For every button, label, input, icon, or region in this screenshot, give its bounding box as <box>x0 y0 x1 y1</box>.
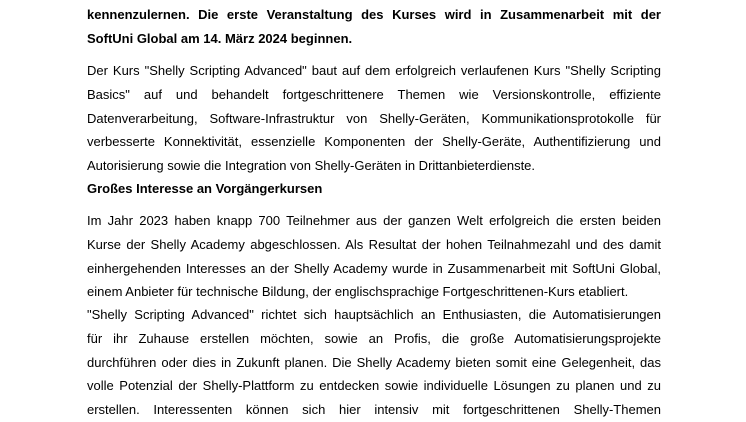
audience-line-3: durchführen oder dies in Zukunft planen. Die Shelly Academy bieten somit eine Gelegenheit, das <box>87 354 661 370</box>
history-line-1: Im Jahr 2023 haben knapp 700 Teilnehmer aus der ganzen Welt erfolgreich die ersten beiden <box>87 213 661 228</box>
audience-line-4: volle Potenzial der Shelly-Plattform zu entdecken sowie individuelle Lösungen zu planen und zu <box>87 378 661 394</box>
course-line-4: verbesserte Konnektivität, essenzielle Komponenten der Shelly-Geräte, Authentifizierung und <box>87 134 661 150</box>
course-line-1: Der Kurs "Shelly Scripting Advanced" baut auf dem erfolgreich verlaufenen Kurs "Shelly Scripting <box>87 63 661 78</box>
audience-line-2: für ihr Zuhause erstellen möchten, sowie an Profis, die große Automatisierungsprojekte <box>87 330 661 346</box>
audience-paragraph <box>87 303 661 422</box>
history-paragraph <box>87 209 661 304</box>
intro-line-2: SoftUni Global am 14. März 2024 beginnen. <box>87 30 353 46</box>
history-line-3: einhergehenden Interesses an der Shelly Academy wurde in Zusammenarbeit mit SoftUni Global, <box>87 260 661 276</box>
course-line-3: Datenverarbeitung, Software-Infrastruktur von Shelly-Geräten, Kommunikationsprotokolle für <box>87 110 661 126</box>
course-line-2: Basics" auf und behandelt fortgeschrittenere Themen wie Versionskontrolle, effiziente <box>87 86 661 102</box>
heading-interest: Großes Interesse an Vorgängerkursen <box>87 181 323 196</box>
audience-line-1: "Shelly Scripting Advanced" richtet sich hauptsächlich an Enthusiasten, die Automatisierungen <box>87 307 661 322</box>
intro-line-1: kennenzulernen. Die erste Veranstaltung des Kurses wird in Zusammenarbeit mit der <box>87 7 661 22</box>
audience-line-5: erstellen. Interessenten können sich hier intensiv mit fortgeschrittenen Shelly-Themen <box>87 402 661 418</box>
section-heading <box>87 177 661 201</box>
history-line-2: Kurse der Shelly Academy abgeschlossen. Als Resultat der hohen Teilnahmezahl und des damit <box>87 236 661 252</box>
history-line-4: einem Anbieter für technische Bildung, der englischsprachige Fortgeschrittenen-Kurs etabliert. <box>87 284 629 300</box>
course-line-5: Autorisierung sowie die Integration von Shelly-Geräten in Drittanbieterdienste. <box>87 158 536 174</box>
intro-bold-paragraph <box>87 3 661 51</box>
course-paragraph <box>87 59 661 178</box>
